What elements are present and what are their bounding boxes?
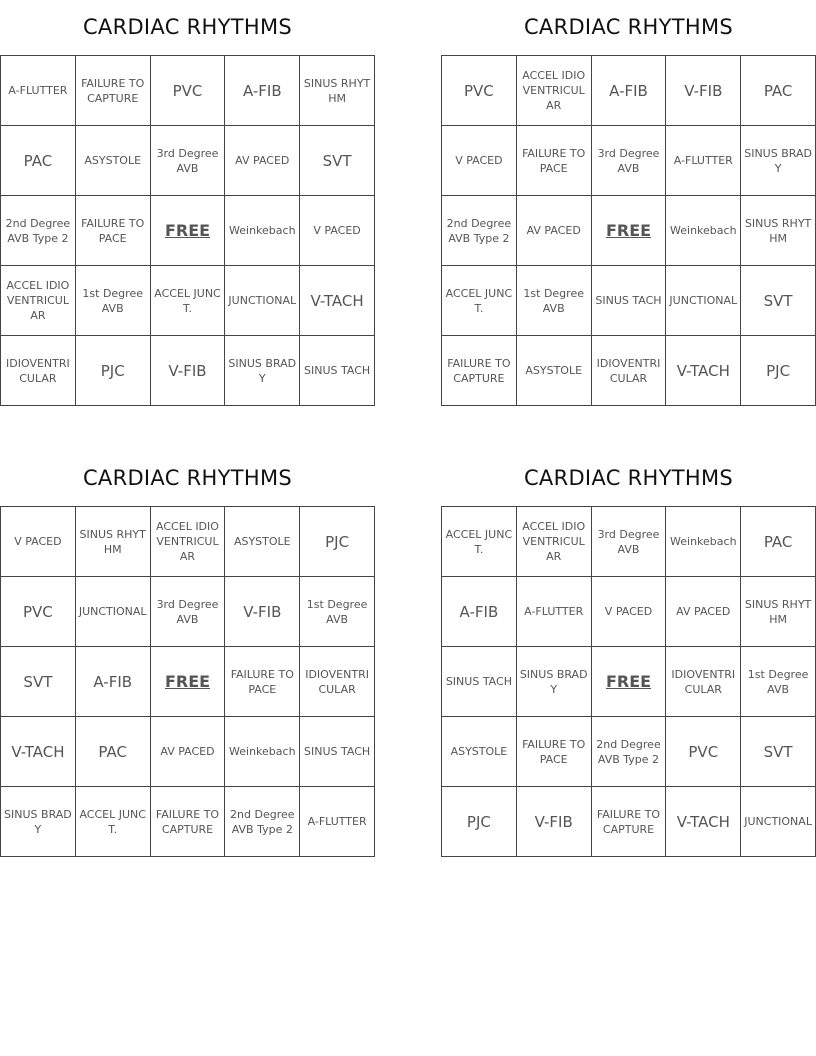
- bingo-cell[interactable]: FAILURE TO PACE: [516, 126, 591, 196]
- bingo-cell[interactable]: SVT: [741, 717, 816, 787]
- bingo-cell[interactable]: V-FIB: [666, 56, 741, 126]
- bingo-cell[interactable]: 3rd Degree AVB: [591, 126, 666, 196]
- bingo-cell[interactable]: 1st Degree AVB: [300, 577, 375, 647]
- bingo-cell[interactable]: JUNCTIONAL: [666, 266, 741, 336]
- bingo-cell[interactable]: ASYSTOLE: [225, 507, 300, 577]
- bingo-cell[interactable]: FAILURE TO CAPTURE: [442, 336, 517, 406]
- grid-row: [442, 56, 816, 126]
- bingo-cell[interactable]: V-TACH: [1, 717, 76, 787]
- bingo-cell[interactable]: Weinkebach: [666, 507, 741, 577]
- bingo-cell[interactable]: Weinkebach: [225, 717, 300, 787]
- bingo-cell[interactable]: ASYSTOLE: [442, 717, 517, 787]
- bingo-cell[interactable]: Weinkebach: [225, 196, 300, 266]
- bingo-cell[interactable]: V-TACH: [666, 336, 741, 406]
- grid-row: [442, 787, 816, 857]
- grid-row: [442, 507, 816, 577]
- bingo-cell[interactable]: SVT: [741, 266, 816, 336]
- bingo-cell[interactable]: V PACED: [300, 196, 375, 266]
- bingo-cell[interactable]: Weinkebach: [666, 196, 741, 266]
- bingo-grid: [441, 506, 816, 857]
- card-title: CARDIAC RHYTHMS: [523, 15, 734, 39]
- bingo-cell[interactable]: V-FIB: [150, 336, 225, 406]
- bingo-cell[interactable]: A-FLUTTER: [300, 787, 375, 857]
- bingo-cell[interactable]: ACCEL JUNCT.: [75, 787, 150, 857]
- bingo-cell[interactable]: A-FLUTTER: [666, 126, 741, 196]
- bingo-card-4: [441, 451, 816, 857]
- grid-row: [1, 647, 375, 717]
- bingo-cell[interactable]: ACCEL JUNCT.: [442, 507, 517, 577]
- bingo-cell[interactable]: JUNCTIONAL: [741, 787, 816, 857]
- grid-row: [1, 196, 375, 266]
- bingo-cell[interactable]: FAILURE TO PACE: [225, 647, 300, 717]
- bingo-cell[interactable]: SINUS TACH: [591, 266, 666, 336]
- bingo-cell[interactable]: 2nd Degree AVB Type 2: [225, 787, 300, 857]
- bingo-cell[interactable]: PAC: [1, 126, 76, 196]
- bingo-cell[interactable]: AV PACED: [150, 717, 225, 787]
- free-space-cell[interactable]: FREE: [150, 196, 225, 266]
- card-title: CARDIAC RHYTHMS: [82, 466, 293, 490]
- grid-row: [1, 577, 375, 647]
- bingo-cell[interactable]: SINUS RHYTHM: [741, 577, 816, 647]
- bingo-cell[interactable]: A-FIB: [591, 56, 666, 126]
- bingo-cell[interactable]: IDIOVENTRICULAR: [1, 336, 76, 406]
- bingo-cell[interactable]: PJC: [442, 787, 517, 857]
- bingo-cell[interactable]: FAILURE TO PACE: [75, 196, 150, 266]
- bingo-cell[interactable]: SINUS TACH: [442, 647, 517, 717]
- grid-row: [1, 266, 375, 336]
- grid-row: [1, 126, 375, 196]
- bingo-cell[interactable]: V-FIB: [516, 787, 591, 857]
- grid-row: [1, 56, 375, 126]
- bingo-cell[interactable]: SINUS BRADY: [1, 787, 76, 857]
- bingo-cell[interactable]: SINUS BRADY: [225, 336, 300, 406]
- bingo-cell[interactable]: 1st Degree AVB: [516, 266, 591, 336]
- bingo-cell[interactable]: JUNCTIONAL: [225, 266, 300, 336]
- bingo-cell[interactable]: V-TACH: [300, 266, 375, 336]
- grid-row: [442, 647, 816, 717]
- bingo-cell[interactable]: AV PACED: [666, 577, 741, 647]
- bingo-cell[interactable]: ACCEL IDIOVENTRICULAR: [516, 56, 591, 126]
- card-title: CARDIAC RHYTHMS: [523, 466, 734, 490]
- bingo-cell[interactable]: AV PACED: [516, 196, 591, 266]
- bingo-cell[interactable]: PJC: [741, 336, 816, 406]
- free-space-cell[interactable]: FREE: [591, 647, 666, 717]
- bingo-cell[interactable]: V PACED: [442, 126, 517, 196]
- bingo-card-2: [441, 0, 816, 406]
- bingo-cell[interactable]: SINUS RHYTHM: [300, 56, 375, 126]
- grid-row: [1, 336, 375, 406]
- bingo-cell[interactable]: ACCEL IDIOVENTRICULAR: [516, 507, 591, 577]
- card-title: CARDIAC RHYTHMS: [82, 15, 293, 39]
- grid-row: [442, 196, 816, 266]
- bingo-cell[interactable]: 3rd Degree AVB: [150, 577, 225, 647]
- bingo-cell[interactable]: 1st Degree AVB: [741, 647, 816, 717]
- bingo-cell[interactable]: SVT: [300, 126, 375, 196]
- bingo-cell[interactable]: SINUS TACH: [300, 717, 375, 787]
- bingo-cell[interactable]: V-FIB: [225, 577, 300, 647]
- bingo-cell[interactable]: 3rd Degree AVB: [591, 507, 666, 577]
- bingo-card-1: [0, 0, 375, 406]
- bingo-cell[interactable]: ASYSTOLE: [516, 336, 591, 406]
- free-space-cell[interactable]: FREE: [150, 647, 225, 717]
- bingo-cell[interactable]: IDIOVENTRICULAR: [666, 647, 741, 717]
- bingo-cell[interactable]: SINUS BRADY: [516, 647, 591, 717]
- bingo-cell[interactable]: PAC: [741, 56, 816, 126]
- bingo-grid: [0, 506, 375, 857]
- bingo-cell[interactable]: 2nd Degree AVB Type 2: [1, 196, 76, 266]
- bingo-cell[interactable]: SINUS TACH: [300, 336, 375, 406]
- grid-row: [442, 336, 816, 406]
- grid-row: [442, 126, 816, 196]
- bingo-cell[interactable]: PJC: [75, 336, 150, 406]
- bingo-cell[interactable]: PAC: [75, 717, 150, 787]
- free-space-cell[interactable]: FREE: [591, 196, 666, 266]
- bingo-cell[interactable]: A-FIB: [75, 647, 150, 717]
- bingo-cell[interactable]: ACCEL JUNCT.: [150, 266, 225, 336]
- bingo-cell[interactable]: V PACED: [1, 507, 76, 577]
- bingo-cell[interactable]: JUNCTIONAL: [75, 577, 150, 647]
- bingo-cell[interactable]: PAC: [741, 507, 816, 577]
- bingo-cell[interactable]: PJC: [300, 507, 375, 577]
- bingo-cell[interactable]: ACCEL IDIOVENTRICULAR: [1, 266, 76, 336]
- bingo-cell[interactable]: 1st Degree AVB: [75, 266, 150, 336]
- bingo-cell[interactable]: SINUS RHYTHM: [741, 196, 816, 266]
- bingo-cell[interactable]: V PACED: [591, 577, 666, 647]
- bingo-cell[interactable]: A-FLUTTER: [516, 577, 591, 647]
- bingo-cell[interactable]: FAILURE TO PACE: [516, 717, 591, 787]
- bingo-cell[interactable]: FAILURE TO CAPTURE: [591, 787, 666, 857]
- grid-row: [442, 577, 816, 647]
- bingo-cell[interactable]: PVC: [666, 717, 741, 787]
- bingo-cell[interactable]: SVT: [1, 647, 76, 717]
- bingo-cell[interactable]: 3rd Degree AVB: [150, 126, 225, 196]
- bingo-cell[interactable]: AV PACED: [225, 126, 300, 196]
- bingo-cell[interactable]: SINUS RHYTHM: [75, 507, 150, 577]
- grid-row: [442, 717, 816, 787]
- bingo-grid: [441, 55, 816, 406]
- bingo-cell[interactable]: A-FIB: [442, 577, 517, 647]
- bingo-cell[interactable]: ASYSTOLE: [75, 126, 150, 196]
- bingo-cell[interactable]: A-FIB: [225, 56, 300, 126]
- bingo-cell[interactable]: V-TACH: [666, 787, 741, 857]
- bingo-cell[interactable]: SINUS BRADY: [741, 126, 816, 196]
- grid-row: [1, 507, 375, 577]
- bingo-cell[interactable]: FAILURE TO CAPTURE: [75, 56, 150, 126]
- grid-row: [1, 787, 375, 857]
- bingo-card-3: [0, 451, 375, 857]
- bingo-cell[interactable]: 2nd Degree AVB Type 2: [442, 196, 517, 266]
- grid-row: [442, 266, 816, 336]
- bingo-cell[interactable]: A-FLUTTER: [1, 56, 76, 126]
- bingo-cell[interactable]: ACCEL IDIOVENTRICULAR: [150, 507, 225, 577]
- bingo-grid: [0, 55, 375, 406]
- bingo-cell[interactable]: IDIOVENTRICULAR: [300, 647, 375, 717]
- bingo-cell[interactable]: FAILURE TO CAPTURE: [150, 787, 225, 857]
- bingo-cell[interactable]: PVC: [150, 56, 225, 126]
- grid-row: [1, 717, 375, 787]
- bingo-cell[interactable]: PVC: [1, 577, 76, 647]
- bingo-cell[interactable]: PVC: [442, 56, 517, 126]
- bingo-cell[interactable]: 2nd Degree AVB Type 2: [591, 717, 666, 787]
- bingo-cell[interactable]: IDIOVENTRICULAR: [591, 336, 666, 406]
- bingo-cell[interactable]: ACCEL JUNCT.: [442, 266, 517, 336]
